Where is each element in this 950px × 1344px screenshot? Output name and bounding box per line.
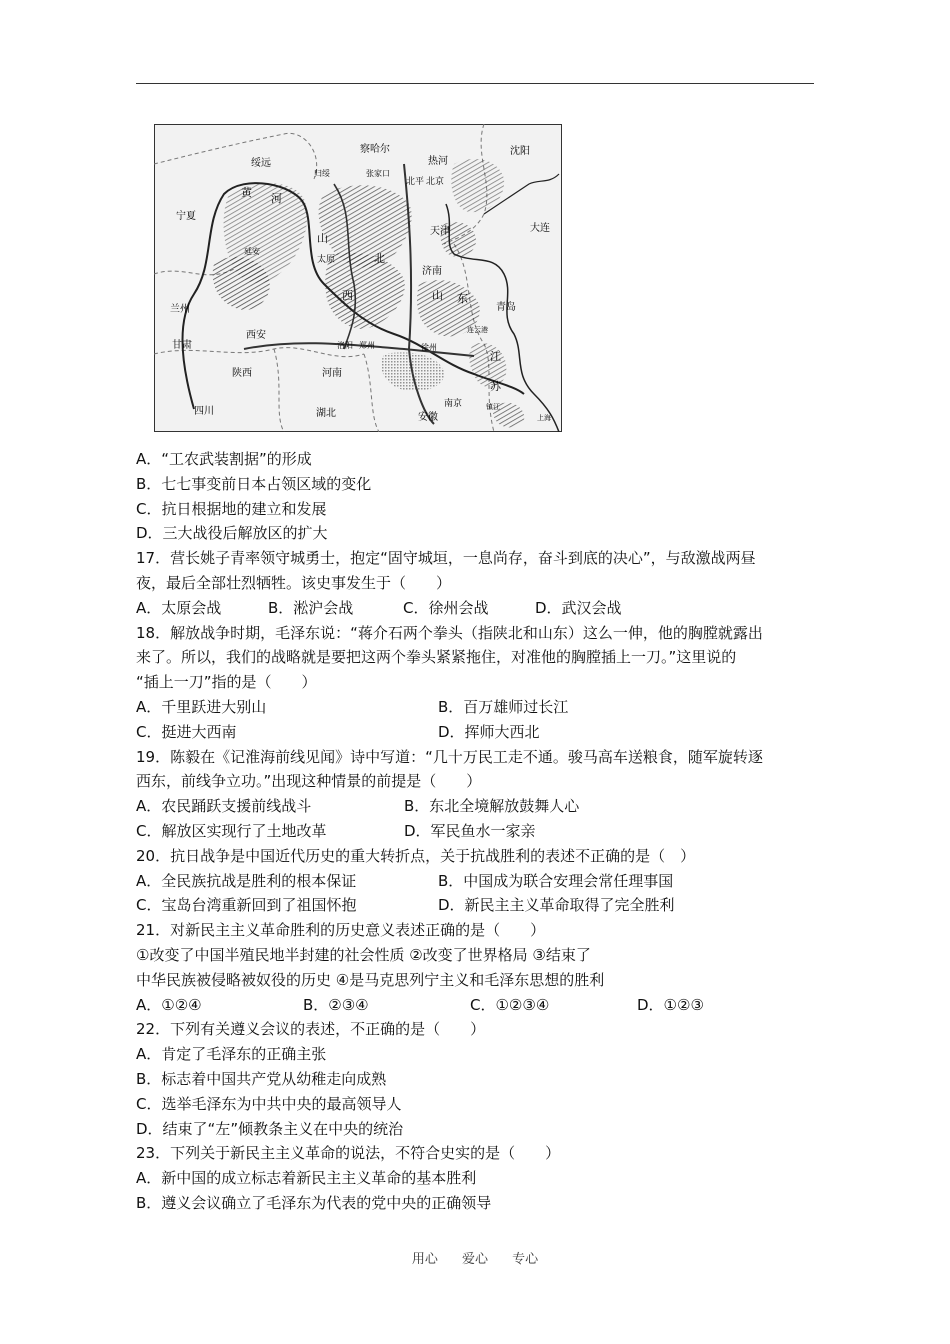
- svg-text:四川: 四川: [194, 406, 214, 417]
- question-19-stem: 19．陈毅在《记淮海前线见闻》诗中写道：“几十万民工走不通。骏马高车送粮食，随军旋转逐: [136, 747, 763, 766]
- svg-text:徐州: 徐州: [421, 343, 437, 352]
- option: B．中国成为联合安理会常任理事国: [438, 871, 674, 890]
- option: C．解放区实现行了土地改革: [136, 821, 327, 840]
- svg-text:沈阳: 沈阳: [510, 146, 530, 157]
- svg-text:郑州: 郑州: [359, 341, 375, 350]
- option-line: C．抗日根据地的建立和发展: [136, 499, 327, 518]
- question-22-stem: 22．下列有关遵义会议的表述，不正确的是（ ）: [136, 1020, 486, 1039]
- question-23-stem: 23．下列关于新民主主义革命的说法，不符合史实的是（ ）: [136, 1144, 561, 1163]
- svg-text:西安: 西安: [246, 330, 266, 341]
- option-line: B．遵义会议确立了毛泽东为代表的党中央的正确领导: [136, 1193, 492, 1212]
- svg-text:上海: 上海: [537, 414, 551, 422]
- option: B．东北全境解放鼓舞人心: [404, 797, 580, 816]
- svg-text:甘肃: 甘肃: [172, 340, 192, 351]
- svg-text:湖北: 湖北: [316, 408, 336, 419]
- question-21-stem: 21．对新民主主义革命胜利的历史意义表述正确的是（ ）: [136, 921, 546, 940]
- question-19-options: [136, 794, 816, 819]
- option-line: B．标志着中国共产党从幼稚走向成熟: [136, 1069, 387, 1088]
- svg-text:太原: 太原: [317, 255, 336, 265]
- svg-text:青岛: 青岛: [496, 302, 516, 313]
- option-line: A．肯定了毛泽东的正确主张: [136, 1045, 327, 1064]
- svg-text:绥远: 绥远: [251, 158, 271, 169]
- svg-text:归绥: 归绥: [314, 169, 330, 178]
- svg-text:山: 山: [317, 232, 328, 245]
- question-21-options: [136, 993, 816, 1018]
- question-17-stem: 17．营长姚子青率领守城勇士，抱定“固守城垣，一息尚存，奋斗到底的决心”，与敌激战两昼: [136, 549, 756, 568]
- svg-text:江: 江: [490, 350, 501, 363]
- svg-text:河南: 河南: [322, 368, 342, 379]
- svg-text:安徽: 安徽: [418, 412, 438, 423]
- footer-text: 专心: [512, 1252, 539, 1267]
- svg-text:北京: 北京: [426, 177, 445, 187]
- svg-text:镇江: 镇江: [486, 403, 500, 411]
- option-line: A．“工农武装割据”的形成: [136, 450, 312, 468]
- svg-text:宁夏: 宁夏: [176, 211, 196, 222]
- history-map: [154, 124, 562, 432]
- svg-text:连云港: 连云港: [467, 326, 488, 334]
- option: C．徐州会战: [403, 598, 489, 617]
- option: C．①②③④: [470, 995, 550, 1014]
- svg-text:热河: 热河: [428, 156, 448, 167]
- question-list: [136, 447, 816, 1216]
- question-19-stem: 西东，前线争立功。”出现这种情景的前提是（ ）: [136, 772, 482, 791]
- question-18-stem: 18．解放战争时期，毛泽东说：“蒋介石两个拳头（指陕北和山东）这么一伸，他的胸膛就露出: [136, 623, 763, 642]
- footer-text: 用心: [411, 1252, 438, 1267]
- question-18-stem: 来了。所以，我们的战略就是要把这两个拳头紧紧拖住，对准他的胸膛插上一刀。”这里说的: [136, 648, 737, 667]
- option: C．宝岛台湾重新回到了祖国怀抱: [136, 896, 357, 915]
- option: D．①②③: [637, 995, 704, 1014]
- option: B．②③④: [303, 995, 369, 1014]
- option: D．挥师大西北: [438, 722, 540, 741]
- option-line: B．七七事变前日本占领区域的变化: [136, 474, 372, 493]
- question-20-stem: 20．抗日战争是中国近代历史的重大转折点，关于抗战胜利的表述不正确的是（ ）: [136, 846, 696, 865]
- svg-text:察哈尔: 察哈尔: [360, 144, 390, 155]
- page-footer: [0, 1248, 950, 1267]
- option-line: C．选举毛泽东为中共中央的最高领导人: [136, 1094, 402, 1113]
- option: D．新民主主义革命取得了完全胜利: [438, 896, 675, 915]
- svg-text:天津: 天津: [430, 226, 450, 237]
- option-line: D．三大战役后解放区的扩大: [136, 524, 328, 543]
- svg-text:兰州: 兰州: [170, 304, 190, 315]
- svg-text:西: 西: [342, 289, 353, 302]
- svg-text:大连: 大连: [530, 223, 550, 234]
- question-21-stem: 中华民族被侵略被奴役的历史 ④是马克思列宁主义和毛泽东思想的胜利: [136, 970, 605, 989]
- option: D．武汉会战: [535, 598, 622, 617]
- question-19-options: [136, 819, 816, 844]
- svg-text:河: 河: [271, 192, 282, 205]
- question-20-options: [136, 893, 816, 918]
- svg-text:黄: 黄: [241, 186, 252, 199]
- svg-text:延安: 延安: [244, 247, 260, 256]
- header-rule: [136, 83, 814, 84]
- option: A．①②④: [136, 995, 202, 1014]
- question-20-options: [136, 869, 816, 894]
- svg-text:山: 山: [432, 289, 443, 302]
- svg-text:南京: 南京: [444, 399, 463, 409]
- svg-text:济南: 济南: [422, 266, 442, 277]
- option-line: A．新中国的成立标志着新民主主义革命的基本胜利: [136, 1169, 477, 1188]
- option: A．农民踊跃支援前线战斗: [136, 797, 312, 816]
- question-18-options: [136, 695, 816, 720]
- option: B．淞沪会战: [268, 598, 354, 617]
- option: D．军民鱼水一家亲: [404, 821, 536, 840]
- question-17-options: [136, 596, 816, 621]
- option: B．百万雄师过长江: [438, 697, 569, 716]
- svg-text:北平: 北平: [406, 177, 425, 187]
- svg-text:北: 北: [374, 252, 385, 265]
- option: C．挺进大西南: [136, 722, 237, 741]
- svg-text:陕西: 陕西: [232, 368, 252, 379]
- question-21-stem: ①改变了中国半殖民地半封建的社会性质 ②改变了世界格局 ③结束了: [136, 945, 591, 964]
- question-17-stem: 夜，最后全部壮烈牺牲。该史事发生于（ ）: [136, 573, 452, 592]
- svg-text:东: 东: [457, 292, 468, 305]
- svg-text:洛阳: 洛阳: [337, 341, 353, 350]
- svg-text:张家口: 张家口: [366, 169, 390, 178]
- footer-text: 爱心: [461, 1252, 488, 1267]
- option: A．全民族抗战是胜利的根本保证: [136, 871, 357, 890]
- option: A．太原会战: [136, 598, 222, 617]
- svg-text:苏: 苏: [490, 380, 501, 393]
- option: A．千里跃进大别山: [136, 697, 267, 716]
- question-18-options: [136, 720, 816, 745]
- option-line: D．结束了“左”倾教条主义在中央的统治: [136, 1119, 404, 1138]
- question-18-stem: “插上一刀”指的是（ ）: [136, 673, 317, 692]
